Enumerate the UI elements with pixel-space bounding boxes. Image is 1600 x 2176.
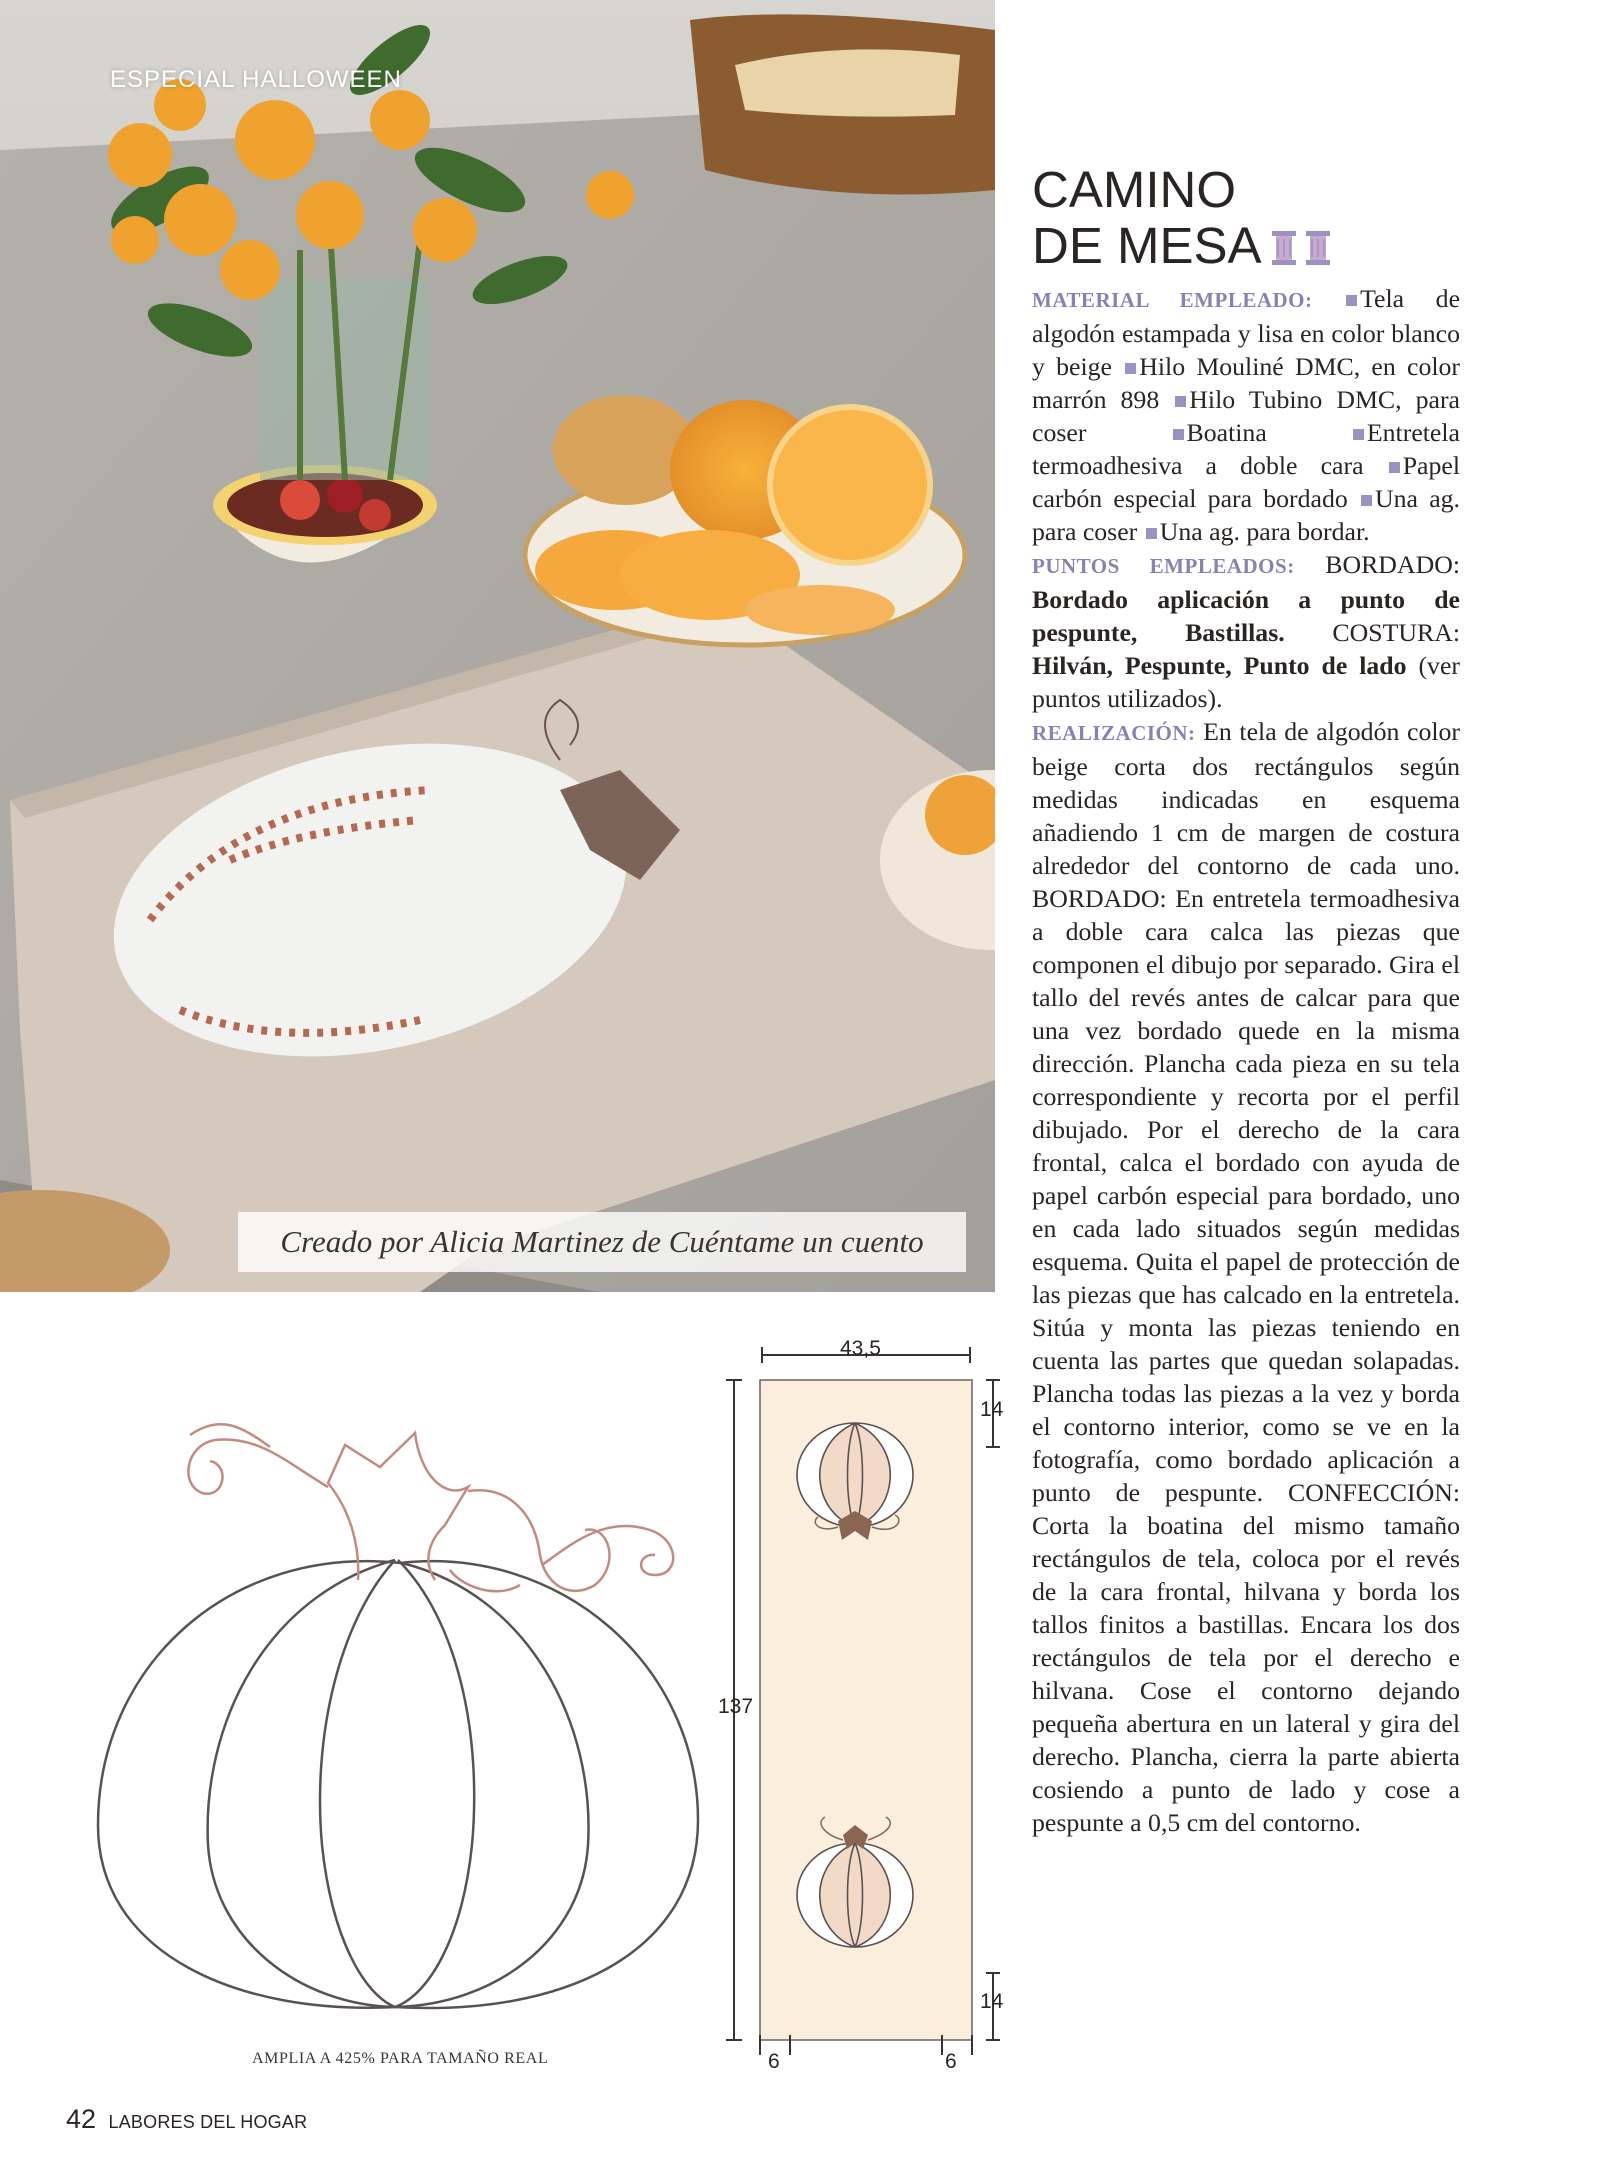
dimension-bottom-margin: 14 (980, 1990, 1004, 2013)
pumpkin-segment (395, 1563, 589, 2007)
bordado-label: BORDADO: (1325, 550, 1460, 579)
title-line-1: CAMINO (1032, 161, 1236, 218)
pumpkin-tendril-right (468, 1490, 609, 1591)
material-item: Una ag. para bordar. (1159, 517, 1370, 546)
pumpkin-segment (395, 1560, 474, 2007)
photo-credit-text: Creado por Alicia Martinez de Cuéntame un cuento (280, 1224, 924, 1259)
costura-label: COSTURA: (1332, 618, 1460, 647)
material-item: Boatina (1186, 418, 1267, 447)
pumpkin-tendril-left (188, 1439, 328, 1493)
bullet-square-icon (1146, 528, 1157, 539)
costura-stitches: Hilván, Pespunte, Punto de lado (1032, 651, 1407, 680)
article-body (1032, 282, 1460, 1839)
enlarge-note: AMPLIA A 425% PARA TAMAÑO REAL (252, 2050, 549, 2067)
pumpkin-segment (320, 1560, 395, 2007)
bullet-square-icon (1346, 295, 1357, 306)
bullet-square-icon (1175, 396, 1186, 407)
page-number: 42 (66, 2104, 97, 2134)
realizacion-text: En tela de algodón color beige corta dos rectángulos según medidas indicadas en esquema añadiendo 1 cm de margen de costura alrededor del contorno de cada uno. BORDADO: En entretela termoadhesiva a doble cara calca las piezas que componen el dibujo por separado. Gira el tallo del revés antes de calcar para que una vez bordado quede en la misma dirección. Plancha cada pieza en su tela correspondiente y recorta por el perfil dibujado. Por el derecho de la cara frontal, calca el bordado con ayuda de papel carbón especial para bordado, uno en cada lado situados según medidas esquema. Quita el papel de protección de las piezas que has calcado en la entretela. Sitúa y monta las piezas teniendo en cuenta las partes que quedan solapadas. Plancha todas las piezas a la vez y borda el contorno interior, como se ve en la fotografía, como bordado aplicación a punto de pespunte. CONFECCIÓN: Corta la boatina del mismo tamaño rectángulos de tela, coloca por el revés de la cara frontal, hilvana y borda los tallos finitos a bastillas. Encara los dos rectángulos de tela por el derecho e hilvana. Cose el contorno dejando pequeña abertura en un lateral y gira del derecho. Plancha, cierra la parte abierta cosiendo a punto de lado y cose a pespunte a 0,5 cm del contorno. (1032, 717, 1460, 1837)
dimension-left-margin: 6 (768, 2050, 780, 2073)
bullet-square-icon (1125, 363, 1136, 374)
material-item: Hilo Mouliné DMC, en color marrón 898 (1032, 352, 1461, 414)
title-line-2-text: DE MESA (1032, 217, 1262, 274)
material-item: Entretela termoadhesiva a doble cara (1032, 418, 1461, 480)
pumpkin-segment (208, 1560, 395, 2007)
difficulty-spools-icon (1270, 222, 1332, 278)
dimension-right-margin: 6 (945, 2050, 957, 2073)
table-scene-illustration (0, 0, 995, 1292)
realizacion-heading: REALIZACIÓN: (1032, 721, 1196, 745)
article-photo (0, 0, 995, 1292)
material-item: Tela de algodón estampada y lisa en color blanco y beige (1032, 284, 1461, 381)
dimension-height: 137 (718, 1695, 754, 1718)
bullet-square-icon (1353, 429, 1364, 440)
pumpkin-tendril-left-2 (190, 1424, 270, 1447)
page-footer (66, 2104, 307, 2135)
pumpkin-pattern-drawing (90, 1395, 730, 2035)
title-line-2 (1032, 218, 1332, 278)
pumpkin-stem (328, 1433, 468, 1580)
material-heading: MATERIAL EMPLEADO: (1032, 288, 1313, 312)
bullet-square-icon (1389, 462, 1400, 473)
magazine-name: LABORES DEL HOGAR (108, 2112, 308, 2132)
dimension-top-margin: 14 (980, 1398, 1004, 1421)
dimension-width: 43,5 (840, 1337, 881, 1360)
pumpkin-outline (98, 1561, 698, 2008)
article-title (1032, 162, 1332, 278)
bullet-square-icon (1361, 495, 1372, 506)
bullet-square-icon (1173, 429, 1184, 440)
material-item: Una ag. para coser (1032, 484, 1460, 546)
material-item: Hilo Tubino DMC, para coser (1032, 385, 1461, 447)
puntos-note: (ver puntos utilizados). (1032, 651, 1460, 713)
section-label: ESPECIAL HALLOWEEN (110, 66, 402, 93)
puntos-heading: PUNTOS EMPLEADOS: (1032, 554, 1295, 578)
photo-credit (238, 1212, 966, 1272)
material-item: Papel carbón especial para bordado (1032, 451, 1460, 513)
runner-pumpkin-bottom (797, 1843, 913, 1947)
bordado-stitches: Bordado aplicación a punto de pespunte, Bastillas. (1032, 585, 1460, 647)
